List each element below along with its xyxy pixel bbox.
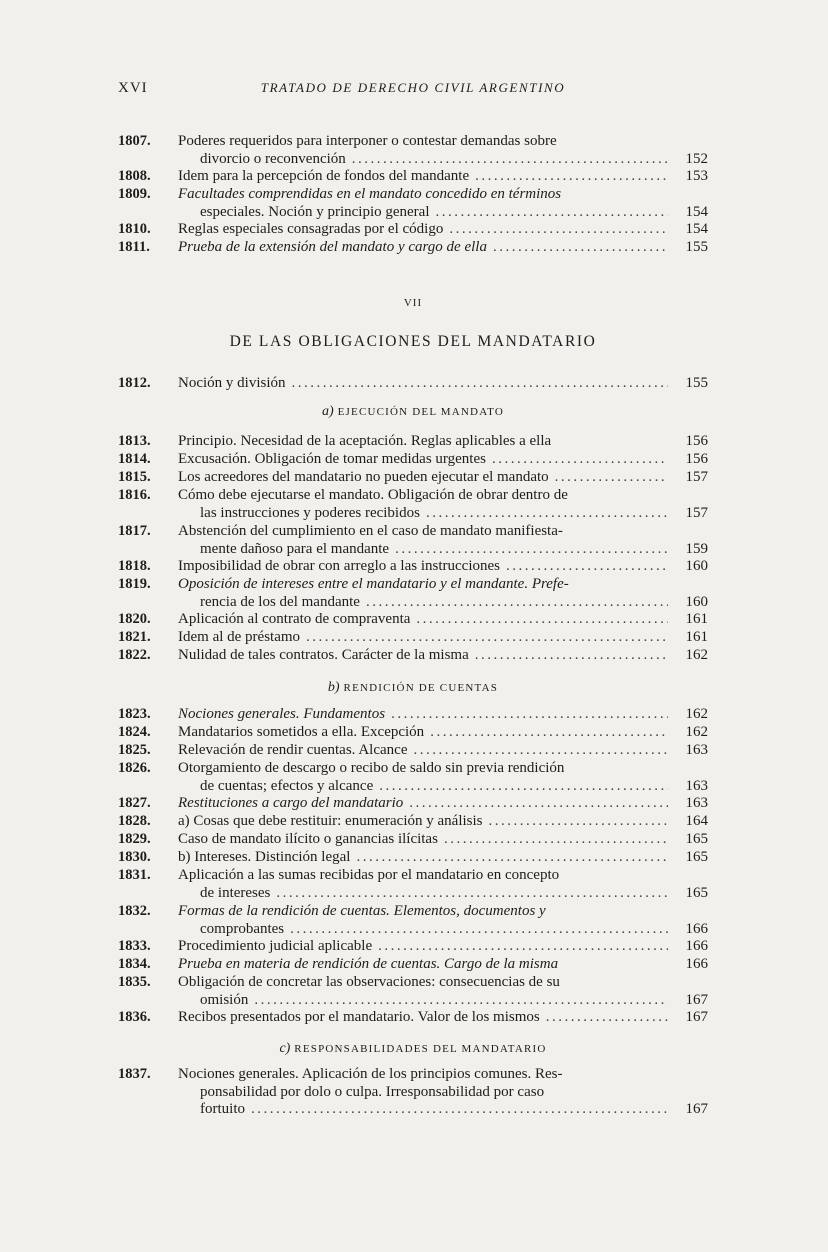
entry-number: 1820. [118, 611, 151, 627]
entry-number: 1837. [118, 1066, 151, 1082]
entry-title-line: comprobantes [200, 920, 285, 937]
entry-title-line: Aplicación al contrato de compraventa [178, 611, 411, 627]
entry-number: 1813. [118, 433, 151, 449]
entry-title-line: especiales. Noción y principio general [200, 203, 430, 220]
entry-number: 1833. [118, 938, 151, 954]
entry-page: 163 [685, 777, 708, 794]
toc-entry-1823 [118, 706, 708, 724]
entry-title-line: Mandatarios sometidos a ella. Excepción [178, 724, 425, 740]
entry-title-line: divorcio o reconvención [200, 150, 346, 167]
entry-page: 164 [685, 813, 708, 829]
entry-title-line: Prueba en materia de rendición de cuentas. Cargo de la misma [178, 956, 559, 972]
entry-page: 162 [685, 706, 708, 722]
entry-number: 1821. [118, 629, 151, 645]
entry-number: 1810. [118, 221, 151, 237]
entry-page: 153 [685, 168, 708, 184]
entry-title-line: Prueba de la extensión del mandato y cargo de ella [178, 239, 487, 255]
entry-page: 163 [685, 795, 708, 811]
entry-number: 1809. [118, 186, 151, 202]
toc-entry-1835 [118, 974, 708, 1009]
entry-number: 1814. [118, 451, 151, 467]
toc-entry-1817 [118, 523, 708, 558]
entry-number: 1815. [118, 469, 151, 485]
entry-page: 166 [685, 920, 708, 937]
entry-page: 167 [685, 1009, 708, 1025]
entry-title-line: Oposición de intereses entre el mandatario y el mandante. Prefe- [178, 576, 569, 592]
entry-page: 159 [685, 540, 708, 557]
entry-page: 156 [685, 451, 708, 467]
toc-entry-1833 [118, 938, 708, 956]
entry-page: 155 [685, 375, 708, 391]
entry-page: 161 [685, 611, 708, 627]
entry-title-line: Imposibilidad de obrar con arreglo a las instrucciones [178, 558, 500, 574]
entry-title-line: Formas de la rendición de cuentas. Elementos, documentos y [178, 903, 546, 919]
entry-page: 165 [685, 849, 708, 865]
toc-entry-1819 [118, 576, 708, 611]
entry-title-line: ponsabilidad por dolo o culpa. Irresponsabilidad por caso [200, 1083, 545, 1100]
entry-page: 161 [685, 629, 708, 645]
toc-entry-1807 [118, 133, 708, 168]
entry-number: 1834. [118, 956, 151, 972]
section-heading-a [118, 404, 708, 420]
entry-title-line: Aplicación a las sumas recibidas por el mandatario en concepto [178, 867, 560, 883]
toc-entry-1830 [118, 849, 708, 867]
entry-number: 1819. [118, 576, 151, 592]
toc-entry-1836 [118, 1009, 708, 1027]
entry-page: 157 [685, 469, 708, 485]
entry-title-line: Recibos presentados por el mandatario. Valor de los mismos [178, 1009, 540, 1025]
toc-entry-1814 [118, 451, 708, 469]
chapter-title: DE LAS OBLIGACIONES DEL MANDATARIO [229, 333, 597, 350]
entry-number: 1812. [118, 375, 151, 391]
entry-page: 160 [685, 593, 708, 610]
entry-page: 152 [685, 150, 708, 167]
toc-entry-1828 [118, 813, 708, 831]
entry-title-line: mente dañoso para el mandante [200, 540, 390, 557]
entry-number: 1831. [118, 867, 151, 883]
entry-page: 156 [685, 433, 708, 449]
entry-page: 167 [685, 991, 708, 1008]
section-letter: b) [327, 680, 340, 695]
entry-number: 1807. [118, 133, 151, 149]
entry-title-line: Procedimiento judicial aplicable [178, 938, 373, 954]
entry-page: 166 [685, 938, 708, 954]
section-title: EJECUCIÓN DEL MANDATO [337, 406, 504, 418]
toc-entry-1810 [118, 221, 708, 239]
entry-page: 162 [685, 724, 708, 740]
entry-title-line: fortuito [200, 1101, 245, 1117]
section-letter: c) [279, 1041, 291, 1056]
book-title: TRATADO DE DERECHO CIVIL ARGENTINO [260, 80, 566, 95]
chapter-number: VII [403, 297, 423, 309]
entry-title-line: Nulidad de tales contratos. Carácter de la misma [178, 647, 469, 663]
entry-number: 1826. [118, 760, 151, 776]
entry-title-line: Idem al de préstamo [178, 629, 301, 645]
entry-title-line: a) Cosas que debe restituir: enumeración y análisis [178, 813, 483, 829]
entry-page: 162 [685, 647, 708, 663]
entry-page: 163 [685, 742, 708, 758]
toc-entry-1808 [118, 168, 708, 186]
toc-entry-1811 [118, 239, 708, 257]
entry-title-line: Abstención del cumplimiento en el caso de mandato manifiesta- [178, 523, 563, 539]
toc-entry-1812 [118, 375, 708, 393]
entry-title-line: Nociones generales. Aplicación de los principios comunes. Res- [178, 1066, 563, 1082]
toc-entry-1815 [118, 469, 708, 487]
toc-entry-1834 [118, 956, 708, 974]
entry-title-line: Facultades comprendidas en el mandato concedido en términos [178, 186, 562, 202]
entry-title-line: rencia de los del mandante [200, 593, 360, 610]
entry-title-line: Principio. Necesidad de la aceptación. Reglas aplicables a ella [178, 433, 552, 449]
entry-page: 155 [685, 239, 708, 255]
entry-title-line: Idem para la percepción de fondos del mandante [178, 168, 470, 184]
entry-title-line: Relevación de rendir cuentas. Alcance [178, 742, 408, 758]
entry-number: 1825. [118, 742, 151, 758]
toc-entry-1826 [118, 760, 708, 795]
entry-page: 166 [685, 956, 708, 972]
entry-number: 1808. [118, 168, 151, 184]
entry-title-line: Poderes requeridos para interponer o contestar demandas sobre [178, 133, 557, 149]
entry-title-line: Los acreedores del mandatario no pueden ejecutar el mandato [178, 469, 549, 485]
entry-title-line: Restituciones a cargo del mandatario [178, 795, 404, 811]
entry-title-line: b) Intereses. Distinción legal [178, 849, 351, 865]
toc-entry-1818 [118, 558, 708, 576]
toc-entry-1820 [118, 611, 708, 629]
entry-title-line: Cómo debe ejecutarse el mandato. Obligación de obrar dentro de [178, 487, 568, 503]
entry-page: 154 [685, 203, 708, 220]
entry-title-line: de cuentas; efectos y alcance [200, 777, 374, 794]
entry-title-line: Caso de mandato ilícito o ganancias ilícitas [178, 831, 438, 847]
section-heading-b [118, 680, 708, 696]
entry-page: 165 [685, 831, 708, 847]
section-letter: a) [322, 404, 334, 419]
entry-number: 1832. [118, 903, 151, 919]
toc-entry-1821 [118, 629, 708, 647]
entry-number: 1830. [118, 849, 151, 865]
entry-title-line: Reglas especiales consagradas por el código [178, 221, 444, 237]
entry-title-line: Noción y división [178, 375, 286, 391]
toc-entry-1837 [118, 1066, 708, 1119]
entry-title-line: Otorgamiento de descargo o recibo de saldo sin previa rendición [178, 760, 565, 776]
entry-number: 1818. [118, 558, 151, 574]
entry-title-line: las instrucciones y poderes recibidos [200, 504, 420, 521]
toc-entry-1816 [118, 487, 708, 522]
entry-number: 1829. [118, 831, 151, 847]
entry-title-line: Obligación de concretar las observaciones: consecuencias de su [178, 974, 560, 990]
entry-title-line: Excusación. Obligación de tomar medidas urgentes [178, 451, 486, 467]
toc-entry-1813 [118, 433, 708, 451]
entry-page: 167 [685, 1101, 708, 1117]
entry-title-line: Nociones generales. Fundamentos [178, 706, 386, 722]
toc-entry-1827 [118, 795, 708, 813]
toc-entry-1832 [118, 903, 708, 938]
entry-number: 1822. [118, 647, 151, 663]
toc-entry-1831 [118, 867, 708, 902]
entry-page: 160 [685, 558, 708, 574]
section-heading-c [118, 1041, 708, 1057]
entry-title-line: omisión [200, 991, 249, 1008]
toc-entry-1829 [118, 831, 708, 849]
entry-page: 154 [685, 221, 708, 237]
section-title: RESPONSABILIDADES DEL MANDATARIO [294, 1043, 547, 1055]
entry-number: 1823. [118, 706, 151, 722]
entry-number: 1824. [118, 724, 151, 740]
entry-number: 1811. [118, 239, 150, 255]
toc-entry-1822 [118, 647, 708, 665]
entry-page: 165 [685, 884, 708, 901]
toc-entry-1824 [118, 724, 708, 742]
page-number: XVI [118, 80, 148, 96]
entry-number: 1816. [118, 487, 151, 503]
entry-page: 157 [685, 504, 708, 521]
entry-number: 1828. [118, 813, 151, 829]
entry-number: 1827. [118, 795, 151, 811]
entry-number: 1836. [118, 1009, 151, 1025]
entry-title-line: de intereses [200, 884, 271, 901]
toc-entry-1825 [118, 742, 708, 760]
section-title: RENDICIÓN DE CUENTAS [343, 682, 499, 694]
toc-entry-1809 [118, 186, 708, 221]
running-header [118, 80, 708, 100]
entry-number: 1835. [118, 974, 151, 990]
entry-number: 1817. [118, 523, 151, 539]
